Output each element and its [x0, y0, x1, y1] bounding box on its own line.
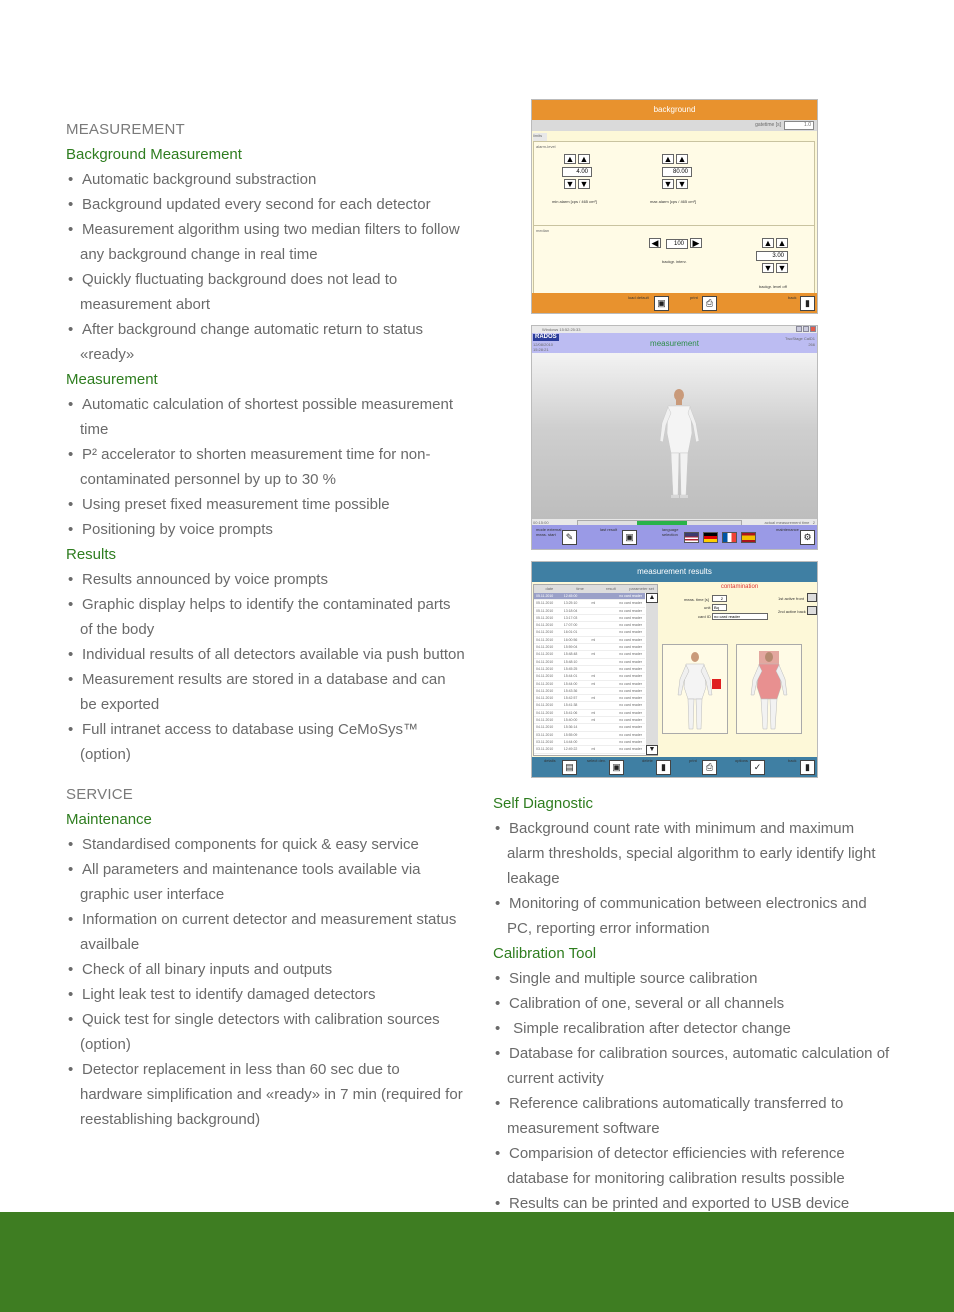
calibration-list [493, 966, 893, 1216]
background-screen [531, 99, 818, 314]
level-field[interactable]: 3.00 [756, 251, 788, 261]
load-default-label: load default [628, 295, 649, 300]
list-item: • Detector replacement in less than 60 sec due to hardware simplification and «ready» in 7 min (required for reestablishing background) [66, 1057, 466, 1132]
table-row[interactable] [534, 629, 645, 636]
table-cell: no card reader [619, 623, 643, 628]
table-cell: no card reader [619, 645, 643, 650]
table-cell: 03.11.2010 [536, 747, 554, 752]
list-item: • Results can be printed and exported to USB device [493, 1191, 893, 1216]
list-item: • Single and multiple source calibration [493, 966, 893, 991]
table-cell: 17:07:00 [563, 623, 578, 628]
list-item: • Quick test for single detectors with calibration sources (option) [66, 1007, 466, 1057]
first-active-toggle[interactable] [807, 593, 817, 602]
options-label: options [735, 758, 748, 763]
subtitle-measurement: Measurement [66, 371, 158, 388]
interval-stepper-right[interactable] [690, 238, 702, 248]
table-cell: no card reader [619, 696, 643, 701]
table-cell: 05.11.2010 [536, 608, 554, 613]
card-id-label: card ID [698, 614, 711, 619]
table-cell: 12:49:22 [563, 747, 578, 752]
table-row[interactable] [534, 710, 645, 717]
list-item: • Information on current detector and measurement status availbale [66, 907, 466, 957]
options-button[interactable]: ✓ [750, 760, 765, 775]
table-cell [590, 739, 618, 745]
back-label: back [788, 758, 797, 763]
interval-label: backgr. interv. [662, 259, 687, 264]
table-cell [590, 593, 618, 599]
list-item: • P² accelerator to shorten measurement time for non-contaminated personnel by up to 30 % [66, 442, 466, 492]
level-down-arrows[interactable] [762, 263, 788, 273]
level-up-arrows[interactable] [762, 238, 788, 248]
table-cell: 15:40:00 [563, 718, 578, 723]
body-front-icon [663, 645, 727, 733]
table-cell [590, 702, 618, 708]
table-row[interactable] [534, 666, 645, 673]
median-panel [533, 225, 815, 297]
table-cell: no card reader [619, 681, 643, 686]
list-item: • Simple recalibration after detector change [493, 1016, 893, 1041]
list-item: • After background change automatic return to status «ready» [66, 317, 466, 367]
table-cell: 13:17:03 [563, 615, 578, 620]
table-cell: no card reader [619, 674, 643, 679]
tab-limits[interactable]: limits [533, 133, 547, 141]
list-item: • Check of all binary inputs and outputs [66, 957, 466, 982]
second-active-label: 2nd active back [778, 609, 806, 614]
arrow-left-icon[interactable]: ◀ [649, 238, 661, 248]
card-id-field: no card reader [712, 613, 768, 620]
table-cell: 16:01:01 [563, 630, 578, 635]
table-cell: no card reader [619, 594, 643, 598]
table-cell: 05.11.2010 [536, 594, 554, 598]
results-screen-title: measurement results [532, 562, 817, 582]
results-list [66, 567, 466, 767]
table-row[interactable] [534, 724, 645, 731]
arrow-up-icon[interactable]: ▲ [579, 154, 589, 164]
table-cell: 13:25:10 [563, 601, 578, 606]
list-item: • Comparision of detector efficiencies with reference database for monitoring calibration results possible [493, 1141, 893, 1191]
table-cell: ml [591, 710, 596, 715]
details-button[interactable]: ▤ [562, 760, 577, 775]
interval-field[interactable]: 100 [666, 239, 688, 249]
minimize-icon[interactable] [796, 326, 802, 332]
table-cell: 16:00:56 [563, 637, 578, 642]
table-cell: no card reader [619, 637, 643, 642]
progress-time: 00:15:00 [533, 520, 549, 525]
table-cell [590, 724, 618, 730]
results-scrollbar[interactable] [646, 593, 658, 755]
last-result-label: last result [600, 527, 618, 532]
select-button[interactable]: ▣ [609, 760, 624, 775]
flag-us-icon[interactable] [684, 532, 699, 543]
unit-field: Bq [712, 604, 727, 611]
arrow-up-icon[interactable]: ▲ [777, 238, 787, 248]
delete-label: delete [642, 758, 653, 763]
section-title-service: SERVICE [66, 786, 133, 803]
right-column [493, 791, 893, 1216]
table-cell: 15:44:01 [563, 674, 578, 679]
subtitle-background-measurement: Background Measurement [66, 146, 242, 163]
table-cell: 05.11.2010 [536, 615, 554, 620]
self-diagnostic-list [493, 816, 893, 941]
back-button[interactable]: ▮ [800, 760, 815, 775]
table-cell: no card reader [619, 703, 643, 708]
table-cell [590, 732, 618, 738]
table-cell: no card reader [619, 601, 643, 606]
level-label: backgr. level off [759, 284, 787, 289]
min-alarm-up-arrows[interactable] [564, 154, 590, 164]
table-cell: 03.11.2010 [536, 739, 554, 744]
table-cell: no card reader [619, 718, 643, 723]
median-label: median [536, 228, 550, 233]
table-cell: no card reader [619, 747, 643, 752]
list-item: • All parameters and maintenance tools available via graphic user interface [66, 857, 466, 907]
flag-es-icon[interactable] [741, 532, 756, 543]
table-cell: ml [591, 681, 596, 686]
first-active-label: 1st active front [778, 596, 805, 601]
arrow-down-icon[interactable]: ▼ [763, 263, 773, 273]
table-cell: 04.11.2010 [536, 637, 554, 642]
table-cell: ml [591, 718, 596, 723]
table-cell: no card reader [619, 630, 643, 635]
print-button[interactable]: ⎙ [702, 296, 717, 311]
list-item: • Automatic background substraction [66, 167, 466, 192]
table-cell [590, 608, 618, 614]
table-cell: 04.11.2010 [536, 681, 554, 686]
table-row[interactable] [534, 593, 645, 600]
table-row[interactable] [534, 732, 645, 739]
max-alarm-field[interactable]: 80.00 [662, 167, 692, 177]
details-label: details [544, 758, 556, 763]
body-back-icon [737, 645, 801, 733]
arrow-down-icon[interactable]: ▼ [777, 263, 787, 273]
actual-measurement-time: actual measurement time 2 [764, 520, 815, 525]
second-active-toggle[interactable] [807, 606, 817, 615]
maximize-icon[interactable] [803, 326, 809, 332]
maintenance-label: maintenance [776, 527, 799, 532]
table-cell: 04.11.2010 [536, 630, 554, 635]
close-icon[interactable] [810, 326, 816, 332]
table-cell: 15:48:48 [563, 652, 578, 657]
arrow-up-icon[interactable]: ▲ [565, 154, 575, 164]
arrow-down-icon[interactable]: ▼ [677, 179, 687, 189]
table-cell: ml [591, 747, 596, 752]
unit-label: unit [704, 605, 711, 610]
table-cell: 15:42:57 [563, 696, 578, 701]
print-label: print [690, 295, 698, 300]
table-cell: 04.11.2010 [536, 659, 554, 664]
table-cell: 04.11.2010 [536, 718, 554, 723]
print-button[interactable]: ⎙ [702, 760, 717, 775]
contamination-label: contamination [720, 584, 759, 590]
left-column [66, 117, 466, 1132]
maintenance-button[interactable]: ⚙ [800, 530, 815, 545]
section-title-measurement: MEASUREMENT [66, 121, 185, 138]
list-item: • Graphic display helps to identify the contaminated parts of the body [66, 592, 466, 642]
table-cell: no card reader [619, 659, 643, 664]
measurement-screen [531, 325, 818, 550]
table-row[interactable] [534, 681, 645, 688]
list-item: • Using preset fixed measurement time possible [66, 492, 466, 517]
subtitle-maintenance: Maintenance [66, 811, 152, 828]
table-row[interactable] [534, 659, 645, 666]
table-cell: no card reader [619, 615, 643, 620]
print-label: print [689, 758, 697, 763]
table-row[interactable] [534, 746, 645, 753]
table-cell: no card reader [619, 739, 643, 744]
table-row[interactable] [534, 608, 645, 615]
gatetime-label: gatetime [s] [755, 122, 781, 128]
min-alarm-label: min alarm [cps / 465 cm²] [552, 199, 597, 204]
table-cell: no card reader [619, 710, 643, 715]
table-cell: ml [591, 601, 596, 606]
min-alarm-field[interactable]: 4.00 [562, 167, 592, 177]
list-item: • Measurement algorithm using two median filters to follow any background change in real time [66, 217, 466, 267]
list-item: • Results announced by voice prompts [66, 567, 466, 592]
table-cell: 15:44:00 [563, 681, 578, 686]
table-cell [590, 615, 618, 621]
table-cell: 04.11.2010 [536, 645, 554, 650]
table-cell [590, 666, 618, 672]
measurement-screen-title: measurement [650, 339, 699, 348]
list-item: • Calibration of one, several or all channels [493, 991, 893, 1016]
table-cell: 15:55:09 [563, 732, 578, 737]
footer-band [0, 1212, 954, 1312]
gatetime-input[interactable]: 1.0 [784, 121, 814, 130]
table-row[interactable] [534, 717, 645, 724]
table-cell [590, 659, 618, 665]
list-item: • Standardised components for quick & easy service [66, 832, 466, 857]
background-measurement-list [66, 167, 466, 367]
flag-de-icon[interactable] [703, 532, 718, 543]
subtitle-self-diagnostic: Self Diagnostic [493, 795, 594, 812]
select-label: select dev. [587, 758, 606, 763]
table-row[interactable] [534, 673, 645, 680]
arrow-down-icon[interactable]: ▼ [579, 179, 589, 189]
table-cell: no card reader [619, 688, 643, 693]
back-label: back [788, 295, 797, 300]
delete-button[interactable]: ▮ [656, 760, 671, 775]
list-item: • Light leak test to identify damaged detectors [66, 982, 466, 1007]
table-cell [590, 688, 618, 694]
table-cell: 04.11.2010 [536, 652, 554, 657]
window-title: Windows 15:52:25:33 [542, 327, 581, 332]
table-cell: ml [591, 637, 596, 642]
table-cell: ml [591, 674, 596, 679]
table-cell: 12:45:00 [563, 594, 578, 598]
list-item: • Background count rate with minimum and maximum alarm thresholds, special algorithm to early identify light leakage [493, 816, 893, 891]
body-front-view [662, 644, 728, 734]
min-alarm-down-arrows[interactable] [564, 179, 590, 189]
table-cell: 04.11.2010 [536, 725, 554, 730]
table-row[interactable] [534, 688, 645, 695]
list-item: • Background updated every second for each detector [66, 192, 466, 217]
table-cell: 05.11.2010 [536, 601, 554, 606]
table-cell: 04.11.2010 [536, 688, 554, 693]
arrow-down-icon[interactable]: ▼ [663, 179, 673, 189]
table-cell: ml [591, 696, 596, 701]
arrow-up-icon[interactable]: ▲ [663, 154, 673, 164]
table-cell: no card reader [619, 666, 643, 671]
max-alarm-down-arrows[interactable] [662, 179, 688, 189]
body-scene [532, 353, 817, 519]
load-default-button[interactable]: ▣ [654, 296, 669, 311]
table-cell: no card reader [619, 652, 643, 657]
arrow-up-icon[interactable]: ▲ [677, 154, 687, 164]
list-item: • Quickly fluctuating background does not lead to measurement abort [66, 267, 466, 317]
table-row[interactable] [534, 637, 645, 644]
table-cell: no card reader [619, 608, 643, 613]
background-bottom-bar [532, 293, 817, 313]
results-bottom-bar [532, 757, 817, 777]
table-cell: 15:43:36 [563, 688, 578, 693]
results-table-header: date time result parameter set [534, 585, 657, 593]
background-screen-title: background [532, 100, 817, 120]
table-cell: ml [591, 652, 596, 657]
table-cell: 04.11.2010 [536, 674, 554, 679]
list-item: • Measurement results are stored in a database and can be exported [66, 667, 466, 717]
table-cell: no card reader [619, 725, 643, 730]
table-row[interactable] [534, 644, 645, 651]
list-item: • Automatic calculation of shortest possible measurement time [66, 392, 466, 442]
body-back-view [736, 644, 802, 734]
table-row[interactable] [534, 739, 645, 746]
arrow-down-icon[interactable]: ▼ [565, 179, 575, 189]
meas-time-label: meas. time [s] [684, 597, 709, 602]
results-table[interactable] [533, 584, 658, 756]
table-row[interactable] [534, 695, 645, 702]
list-item: • Monitoring of communication between electronics and PC, reporting error information [493, 891, 893, 941]
table-cell: 03.11.2010 [536, 732, 554, 737]
scroll-down-icon[interactable]: ▼ [646, 745, 658, 755]
table-row[interactable] [534, 702, 645, 709]
table-cell: 04.11.2010 [536, 696, 554, 701]
last-result-button[interactable]: ▣ [622, 530, 637, 545]
table-cell: 15:41:38 [563, 703, 578, 708]
table-row[interactable] [534, 600, 645, 607]
table-row[interactable] [534, 622, 645, 629]
flag-fr-icon[interactable] [722, 532, 737, 543]
language-label: language selection [662, 527, 679, 537]
table-cell: 04.11.2010 [536, 703, 554, 708]
table-cell: 15:41:06 [563, 710, 578, 715]
max-alarm-up-arrows[interactable] [662, 154, 688, 164]
arrow-up-icon[interactable]: ▲ [763, 238, 773, 248]
maintenance-list [66, 832, 466, 1132]
table-cell: 13:18:04 [563, 608, 578, 613]
table-cell: 15:45:25 [563, 666, 578, 671]
mode-button[interactable]: ✎ [562, 530, 577, 545]
meas-time-field: 2 [712, 595, 727, 602]
table-cell: no card reader [619, 732, 643, 737]
table-cell: 04.11.2010 [536, 666, 554, 671]
table-cell: 15:59:04 [563, 645, 578, 650]
max-alarm-label: max alarm [cps / 465 cm²] [650, 199, 697, 204]
list-item: • Database for calibration sources, automatic calculation of current activity [493, 1041, 893, 1091]
measurement-list [66, 392, 466, 542]
table-cell: 15:48:10 [563, 659, 578, 664]
measurement-bottom-bar [532, 525, 817, 549]
table-row[interactable] [534, 615, 645, 622]
mode-label: mode external meas. start [536, 527, 562, 537]
person-figure-icon [532, 353, 817, 519]
table-cell: 04.11.2010 [536, 623, 554, 628]
scroll-up-icon[interactable]: ▲ [646, 593, 658, 603]
subtitle-calibration-tool: Calibration Tool [493, 945, 597, 962]
interval-stepper[interactable] [649, 238, 661, 248]
list-item: • Full intranet access to database using CeMoSys™ (option) [66, 717, 466, 767]
results-screen [531, 561, 818, 778]
table-cell [590, 644, 618, 650]
table-cell [590, 629, 618, 635]
list-item: • Positioning by voice prompts [66, 517, 466, 542]
alarm-level-panel [533, 141, 815, 229]
table-cell: 04.11.2010 [536, 710, 554, 715]
header-status: TwoStage CalD1 266 [784, 336, 815, 347]
table-cell: 14:44:00 [563, 739, 578, 744]
table-cell [590, 622, 618, 628]
date-time: 12/08/2010 15:28:21 [533, 342, 554, 352]
arrow-right-icon[interactable]: ▶ [690, 238, 702, 248]
alarm-level-label: alarm-level [536, 144, 556, 149]
table-cell: 15:36:14 [563, 725, 578, 730]
subtitle-results: Results [66, 546, 117, 563]
list-item: • Individual results of all detectors available via push button [66, 642, 466, 667]
rados-logo: RADOS [535, 334, 557, 340]
table-row[interactable] [534, 651, 645, 658]
back-button[interactable]: ▮ [800, 296, 815, 311]
list-item: • Reference calibrations automatically transferred to measurement software [493, 1091, 893, 1141]
